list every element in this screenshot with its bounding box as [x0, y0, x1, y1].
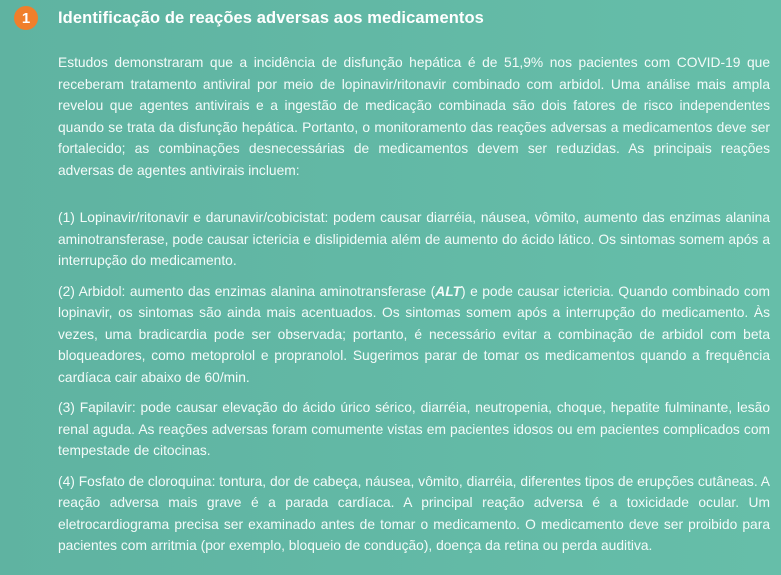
item-2-text-start: (2) Arbidol: aumento das enzimas alanina aminotransferase (: [58, 283, 436, 299]
adverse-reaction-item-4: (4) Fosfato de cloroquina: tontura, dor de cabeça, náusea, vômito, diarréia, diferentes tipos de erupções cutâneas. A reação adversa mais grave é a parada cardíaca. A principal reação adversa é a toxicidade ocular. Um eletrocardiograma precisa ser examinado antes de tomar o medicamento. O medicamento deve ser proibido para pacientes com arritmia (por exemplo, bloqueio de condução), doença da retina ou perda auditiva.: [58, 473, 770, 553]
adverse-reaction-item-2: [58, 281, 770, 389]
section-number-badge: 1: [14, 6, 38, 30]
adverse-reaction-item-3: (3) Fapilavir: pode causar elevação do ácido úrico sérico, diarréia, neutropenia, choque, hepatite fulminante, lesão renal aguda. As reações adversas foram comumente vistas em pacientes idosos ou em pacientes complicados com tempestade de citocinas.: [58, 400, 770, 458]
adverse-reaction-item-1: (1) Lopinavir/ritonavir e darunavir/cobicistat: podem causar diarréia, náusea, vômito, aumento das enzimas alanina aminotransferase, pode causar ictericia e dislipidemia além de aumento do ácido lático. Os sintomas somem após a interrupção do medicamento.: [58, 210, 770, 268]
section-header: [14, 6, 484, 30]
alt-abbreviation: ALT: [435, 283, 462, 299]
section-title: Identificação de reações adversas aos medicamentos: [58, 8, 484, 27]
item-2-text-end: ) e pode causar ictericia. Quando combinado com lopinavir, os sintomas são ainda mais acentuados. Os sintomas somem após a interrupção do medicamento. Às vezes, uma bradicardia pode ser observada; portanto, é necessário evitar a combinação de arbidol com beta bloqueadores, como metoprolol e propranolol. Sugerimos parar de tomar os medicamentos quando a frequência cardíaca cair abaixo de 60/min.: [58, 283, 771, 385]
intro-paragraph: Estudos demonstraram que a incidência de disfunção hepática é de 51,9% nos pacientes com COVID-19 que receberam tratamento antiviral por meio de lopinavir/ritonavir combinado com arbidol. Uma análise mais ampla revelou que agentes antivirais e a ingestão de medicação combinada são dois fatores de risco independentes quando se trata da disfunção hepática. Portanto, o monitoramento das reações adversas a medicamentos deve ser fortalecido; as combinações desnecessárias de medicamentos devem ser reduzidas. As principais reações adversas de agentes antivirais incluem:: [58, 55, 770, 178]
section-body: [58, 52, 770, 566]
